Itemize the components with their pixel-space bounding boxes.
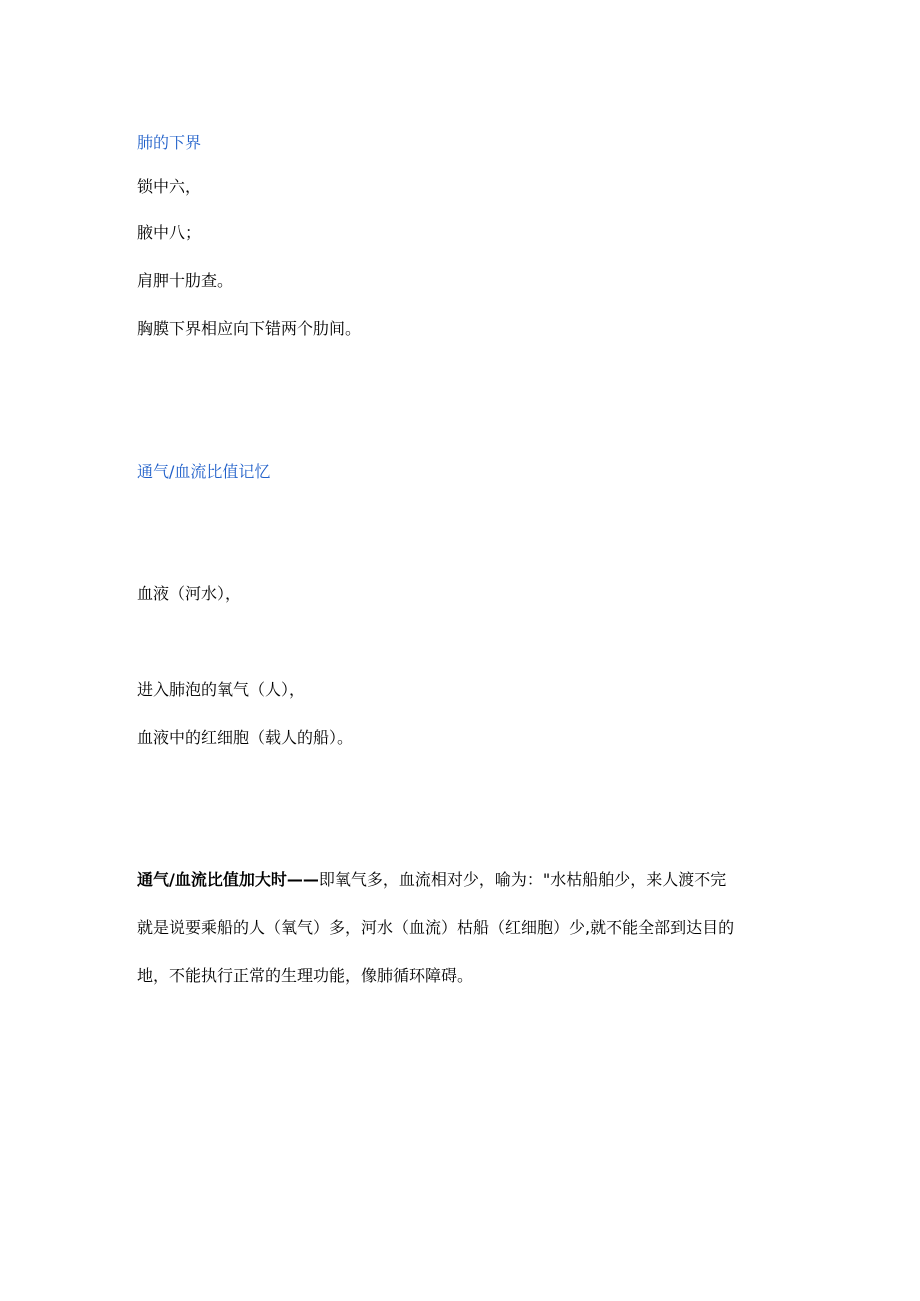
section-heading-lung-lower-border: 肺的下界: [137, 133, 202, 152]
text-line: 进入肺泡的氧气（人），: [137, 680, 306, 699]
text-line: 肩胛十肋查。: [137, 271, 234, 290]
text-line: 锁中六，: [137, 177, 202, 196]
paragraph-line-3: 地，不能执行正常的生理功能，像肺循环障碍。: [137, 966, 474, 985]
text-line: 血液中的红细胞（载人的船）。: [137, 728, 354, 747]
paragraph-line-2: 就是说要乘船的人（氧气）多，河水（血流）枯船（红细胞）少,就不能全部到达目的: [137, 918, 735, 937]
section-heading-va-ratio: 通气/血流比值记忆: [137, 462, 271, 481]
text-run: 即氧气多，血流相对少，喻为："水枯船舶少，来人渡不完: [318, 870, 727, 889]
text-line: 胸膜下界相应向下错两个肋间。: [137, 319, 362, 338]
text-line: 血液（河水），: [137, 584, 242, 603]
paragraph-line-1: [137, 869, 726, 891]
bold-lead: 通气/血流比值加大时——: [137, 870, 319, 889]
text-line: 腋中八；: [137, 223, 202, 242]
